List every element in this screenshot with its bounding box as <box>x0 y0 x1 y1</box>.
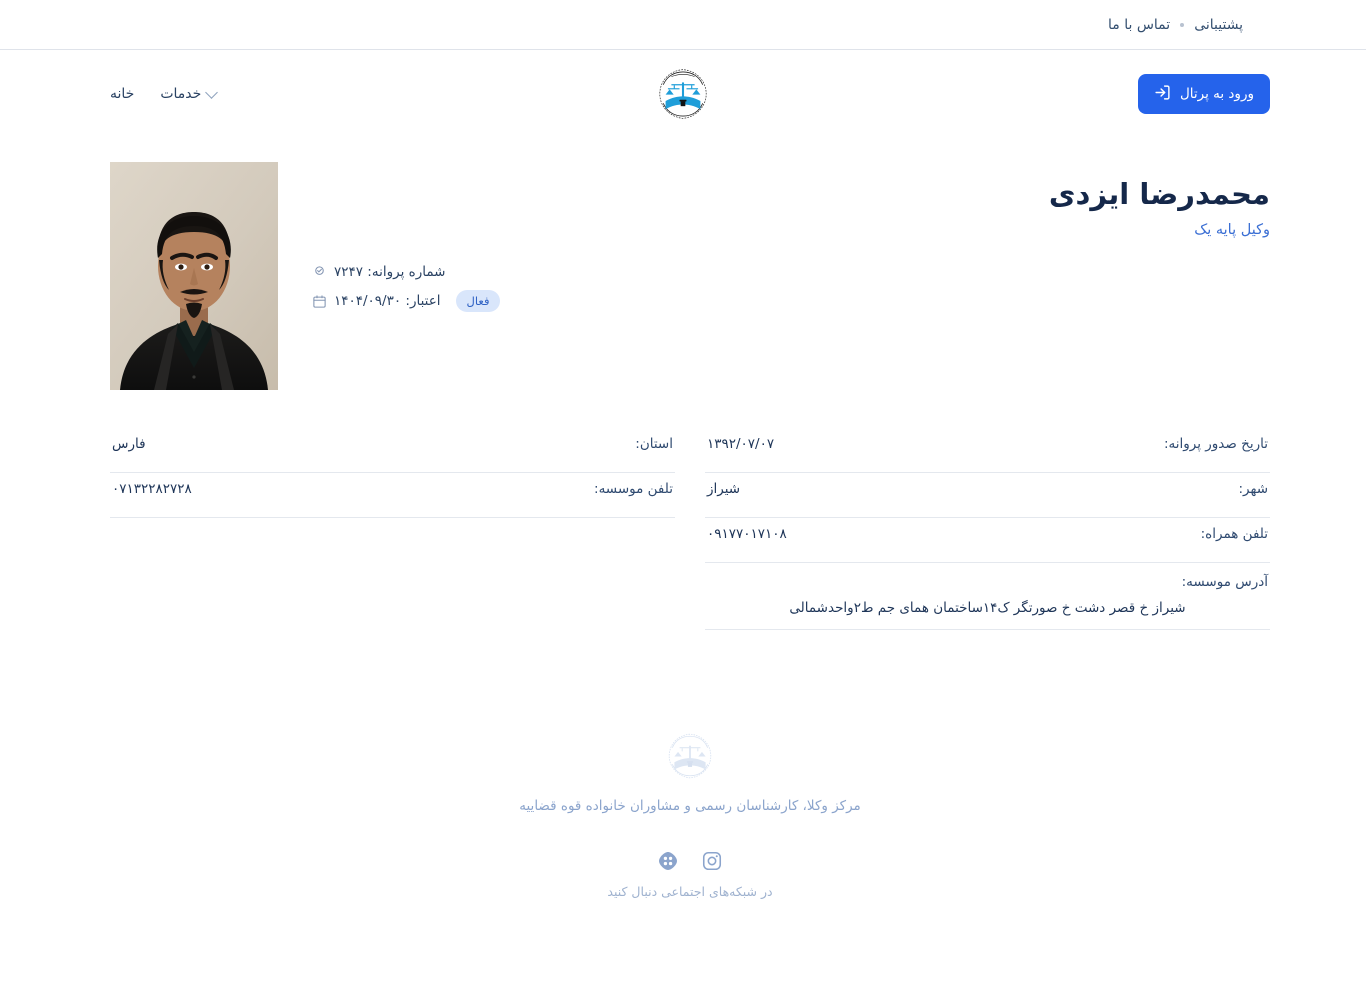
profile-header-block <box>312 162 1270 312</box>
top-utility-links <box>0 17 1243 33</box>
field-office-phone-value: ۰۷۱۳۲۲۸۲۷۲۸ <box>112 481 192 497</box>
profile-section <box>0 138 1366 390</box>
field-mobile-phone-value: ۰۹۱۷۷۰۱۷۱۰۸ <box>707 526 787 542</box>
nav-item-home-label: خانه <box>110 86 135 102</box>
page-title: محمدرضا ایزدی <box>1048 177 1270 211</box>
avatar <box>110 162 278 390</box>
field-city <box>705 473 1270 518</box>
field-issue-date-value: ۱۳۹۲/۰۷/۰۷ <box>707 436 775 452</box>
field-mobile-phone <box>705 518 1270 563</box>
main-navigation <box>110 86 216 102</box>
site-header <box>0 50 1366 138</box>
nav-item-services-label: خدمات <box>160 86 202 102</box>
field-issue-date <box>705 428 1270 473</box>
profile-photo-wrapper <box>110 162 278 390</box>
nav-item-home[interactable] <box>110 86 134 102</box>
social-links <box>657 850 723 872</box>
chevron-down-icon <box>205 86 218 99</box>
support-link[interactable]: پشتیبانی <box>1194 16 1244 33</box>
status-badge: فعال <box>456 290 501 312</box>
field-office-phone <box>110 473 675 518</box>
footer-judiciary-emblem-icon <box>664 730 716 782</box>
login-portal-button[interactable] <box>1138 74 1270 114</box>
field-issue-date-label: تاریخ صدور پروانه: <box>1163 436 1268 452</box>
license-number-row <box>312 264 1270 280</box>
separator-dot-icon <box>1180 23 1184 27</box>
calendar-icon <box>312 294 327 309</box>
field-placeholder-empty <box>110 518 675 563</box>
bale-messenger-icon[interactable] <box>657 850 679 872</box>
field-province-value: فارس <box>112 436 146 452</box>
field-city-label: شهر: <box>1238 481 1268 497</box>
field-province-label: استان: <box>635 436 673 452</box>
judiciary-emblem-icon <box>654 65 712 123</box>
field-office-address-label: آدرس موسسه: <box>1181 574 1268 590</box>
award-badge-icon <box>312 265 327 280</box>
license-number-text: شماره پروانه: ۷۲۴۷ <box>334 264 446 281</box>
details-section <box>0 390 1366 630</box>
nav-item-services[interactable] <box>160 86 216 102</box>
details-column-left <box>110 418 675 630</box>
field-office-address-value: شیراز خ قصر دشت خ صورتگر ک۱۴ساختمان همای جم ط۲واحدشمالی <box>789 600 1186 616</box>
details-grid <box>110 418 1270 630</box>
footer-organization-title: مرکز وکلا، کارشناسان رسمی و مشاوران خانواده قوه قضاییه <box>519 798 861 814</box>
instagram-icon[interactable] <box>701 850 723 872</box>
login-button-label: ورود به پرتال <box>1179 86 1254 102</box>
contact-us-link[interactable]: تماس با ما <box>1108 16 1171 33</box>
top-utility-bar <box>0 0 1366 50</box>
profile-role: وکیل پایه یک <box>1194 222 1270 239</box>
site-footer <box>0 730 1366 899</box>
license-validity-text: اعتبار: ۱۴۰۴/۰۹/۳۰ <box>334 293 441 310</box>
field-city-value: شیراز <box>707 481 741 497</box>
field-mobile-phone-label: تلفن همراه: <box>1200 526 1268 542</box>
field-province <box>110 428 675 473</box>
license-validity-row <box>312 290 1270 312</box>
login-icon <box>1154 84 1171 105</box>
field-office-phone-label: تلفن موسسه: <box>594 481 673 497</box>
details-column-right <box>705 418 1270 630</box>
field-office-address <box>705 563 1270 630</box>
follow-us-text: در شبکه‌های اجتماعی دنبال کنید <box>607 884 773 899</box>
